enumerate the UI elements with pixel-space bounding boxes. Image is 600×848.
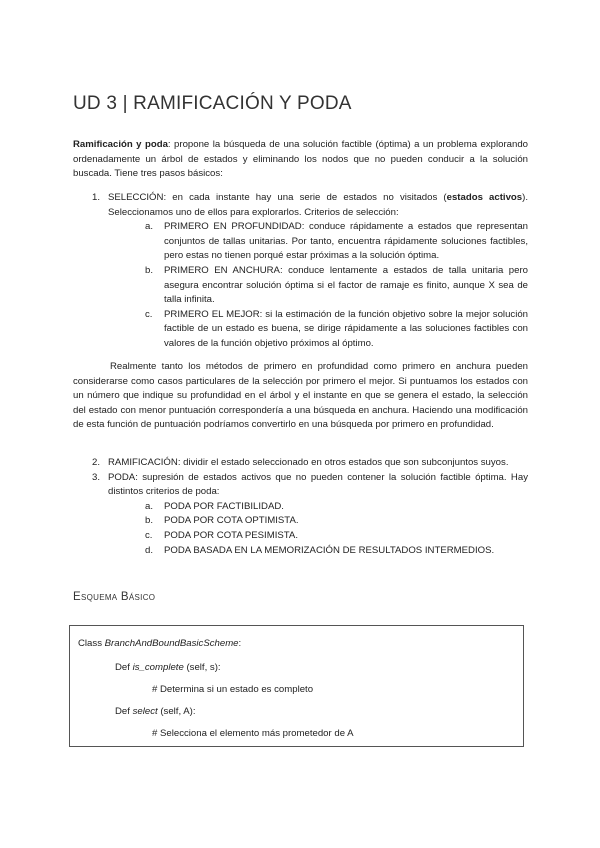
explanation-paragraph: Realmente tanto los métodos de primero en profundidad como primero en anchura pueden considerarse como casos particulares de la selección por primero el mejor. Si puntuamos los estados con un número que indique su profundidad en el árbol y el instante en que se genera el estado, la selección del estado con menor puntuación correspondería a una búsqueda en anchura. Haciendo una modificación de esta función de puntuación podríamos convertirlo en una búsqueda por primero en profundidad. — [73, 361, 528, 431]
code-comment: # Selecciona el elemento más prometedor de A — [152, 728, 354, 739]
intro-text: : propone la búsqueda de una solución factible (óptima) a un problema explorando ordenadamente un árbol de estados y eliminando los nodos que no pueden conducir a la solución buscada. Tiene tres pasos básicos: — [73, 139, 529, 180]
step-text-a: SELECCIÓN: en cada instante hay una serie de estados no visitados ( — [108, 192, 447, 203]
code-def-line — [115, 706, 196, 717]
list-item — [145, 220, 528, 264]
code-def-line — [115, 662, 221, 673]
code-method-name: is_complete — [132, 662, 184, 673]
criterion-text: PODA POR FACTIBILIDAD. — [164, 500, 284, 512]
code-punct: : — [238, 638, 242, 649]
step-text: RAMIFICACIÓN: dividir el estado seleccionado en otros estados que son subconjuntos suyos. — [108, 457, 509, 468]
section-heading: Esquema Básico — [73, 591, 156, 603]
code-class-name: BranchAndBoundBasicScheme — [104, 638, 239, 649]
selection-criteria-list — [145, 220, 528, 351]
criterion-text: PODA POR COTA OPTIMISTA. — [164, 515, 299, 527]
list-number: 3. — [92, 471, 101, 483]
list-letter: c. — [145, 308, 153, 320]
list-item — [145, 514, 528, 529]
criterion-text: PODA POR COTA PESIMISTA. — [164, 529, 298, 541]
criterion-text: PODA BASADA EN LA MEMORIZACIÓN DE RESULTADOS INTERMEDIOS. — [164, 544, 495, 556]
list-item — [92, 456, 528, 471]
step-text: PODA: supresión de estados activos que no pueden contener la solución factible óptima. Hay distintos criterios de poda: — [108, 471, 528, 498]
code-args: (self, A): — [157, 706, 196, 717]
list-item — [92, 191, 528, 352]
list-letter: c. — [145, 529, 153, 541]
code-keyword: Def — [115, 706, 133, 717]
poda-criteria-list — [145, 500, 528, 558]
list-item — [145, 544, 528, 559]
criterion-text: PRIMERO EL MEJOR: si la estimación de la función objetivo sobre la mejor solución factible de un estado es buena, se dirige rápidamente a las soluciones factibles con valores de la función objetivo próximos al óptimo. — [164, 308, 528, 349]
intro-paragraph — [73, 138, 528, 182]
intro-term: Ramificación y poda — [73, 139, 168, 150]
code-box — [69, 625, 524, 747]
criterion-text: PRIMERO EN ANCHURA: conduce lentamente a estados de talla unitaria pero asegura encontrar solución óptima si el factor de ramaje es finito, aunque X sea de talla infinita. — [164, 264, 528, 306]
list-item — [145, 308, 528, 352]
criterion-text: PRIMERO EN PROFUNDIDAD: conduce rápidamente a estados que representan conjuntos de tallas unitarias. Por tanto, encuentra rápidamente soluciones factibles, pero estas no tienen porqué estar próximas a la solución óptima. — [164, 221, 528, 262]
page-title: UD 3 | RAMIFICACIÓN Y PODA — [73, 93, 352, 114]
code-args: (self, s): — [183, 662, 221, 673]
code-comment: # Determina si un estado es completo — [152, 684, 314, 695]
steps-list-continued — [92, 456, 528, 558]
step-text-b: ). Seleccionamos uno de ellos para explorarlos. Criterios de selección: — [108, 192, 528, 218]
step-text — [108, 191, 528, 220]
list-letter: b. — [145, 515, 154, 527]
list-letter: a. — [145, 500, 154, 512]
list-item — [145, 529, 528, 544]
list-number: 2. — [92, 457, 101, 468]
list-letter: d. — [145, 544, 154, 556]
list-number: 1. — [92, 192, 101, 203]
code-class-line — [78, 638, 241, 649]
code-keyword: Def — [115, 662, 133, 673]
list-item — [145, 264, 528, 308]
step-bold: estados activos — [446, 192, 523, 203]
list-letter: b. — [145, 264, 154, 276]
list-item — [92, 471, 528, 559]
list-letter: a. — [145, 221, 154, 233]
list-item — [145, 500, 528, 515]
code-method-name: select — [132, 706, 158, 717]
code-keyword: Class — [78, 638, 105, 649]
steps-list — [92, 191, 528, 352]
